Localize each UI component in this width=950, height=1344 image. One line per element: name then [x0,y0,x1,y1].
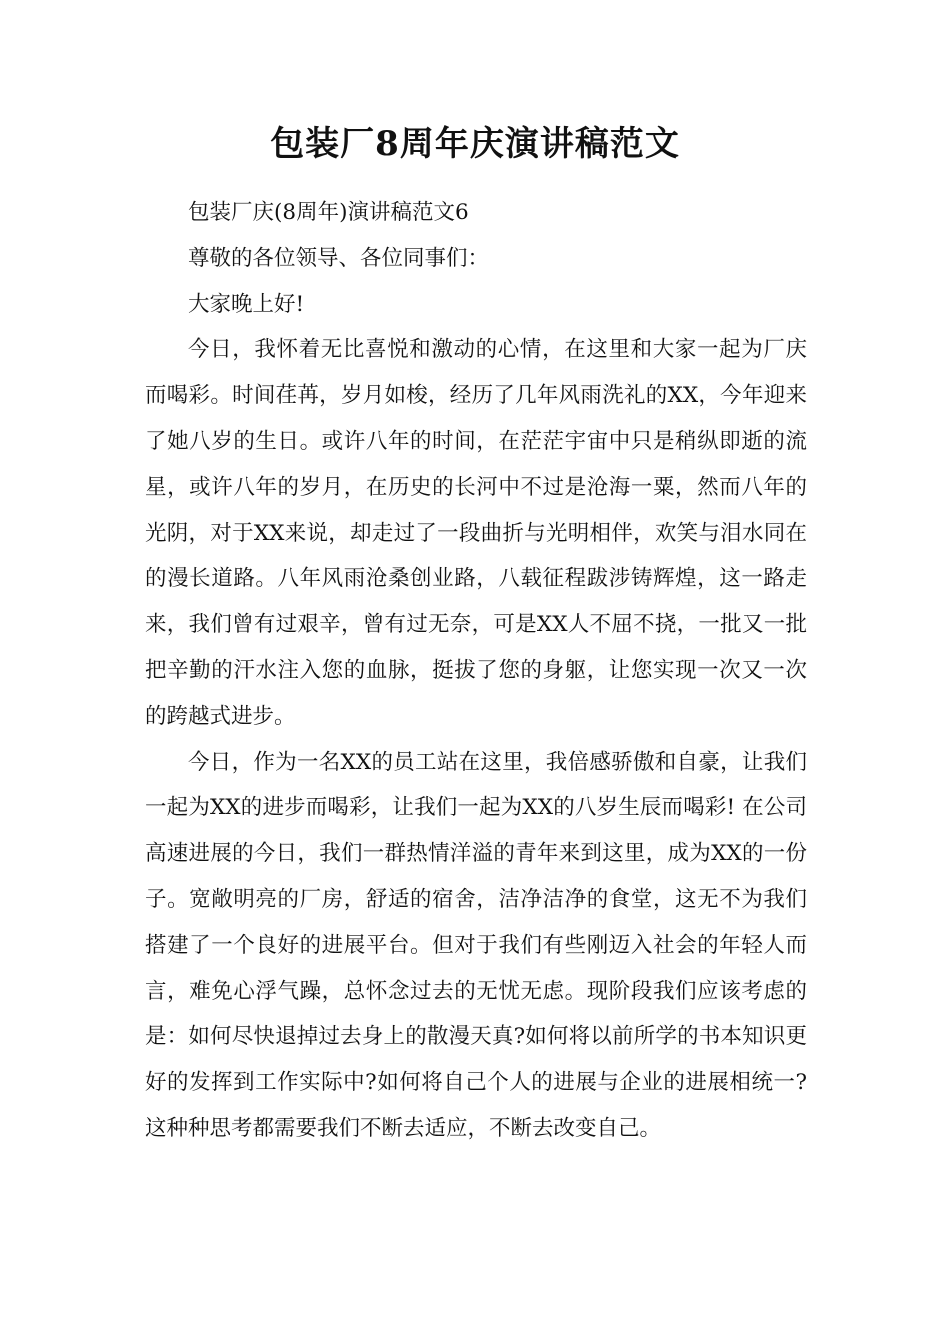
greeting-paragraph: 大家晚上好! [188,291,305,317]
document-body [145,190,807,1152]
body-paragraph: 今日，我怀着无比喜悦和激动的心情，在这里和大家一起为厂庆而喝彩。时间荏苒，岁月如梭，经历了几年风雨洗礼的XX，今年迎来了她八岁的生日。或许八年的时间，在茫茫宇宙中只是稍纵即逝的流星，或许八年的岁月，在历史的长河中不过是沧海一粟，然而八年的光阴，对于XX来说，却走过了一段曲折与光明相伴，欢笑与泪水同在的漫长道路。八年风雨沧桑创业路，八载征程跋涉铸辉煌，这一路走来，我们曾有过艰辛，曾有过无奈，可是XX人不屈不挠，一批又一批把辛勤的汗水注入您的血脉，挺拔了您的身躯，让您实现一次又一次的跨越式进步。 [145,337,807,729]
body-paragraph: 今日，作为一名XX的员工站在这里，我倍感骄傲和自豪，让我们一起为XX的进步而喝彩，让我们一起为XX的八岁生辰而喝彩! 在公司高速进展的今日，我们一群热情洋溢的青年来到这里，成为XX的一份子。宽敞明亮的厂房，舒适的宿舍，洁净洁净的食堂，这无不为我们搭建了一个良好的进展平台。但对于我们有些刚迈入社会的年轻人而言，难免心浮气躁，总怀念过去的无忧无虑。现阶段我们应该考虑的是：如何尽快退掉过去身上的散漫天真?如何将以前所学的书本知识更好的发挥到工作实际中?如何将自己个人的进展与企业的进展相统一?这种种思考都需要我们不断去适应，不断去改变自己。 [145,749,807,1141]
salutation-paragraph: 尊敬的各位领导、各位同事们： [188,245,490,271]
subtitle-paragraph: 包装厂庆(8周年)演讲稿范文6 [188,200,469,225]
document-title: 包装厂8周年庆演讲稿范文 [270,124,680,164]
